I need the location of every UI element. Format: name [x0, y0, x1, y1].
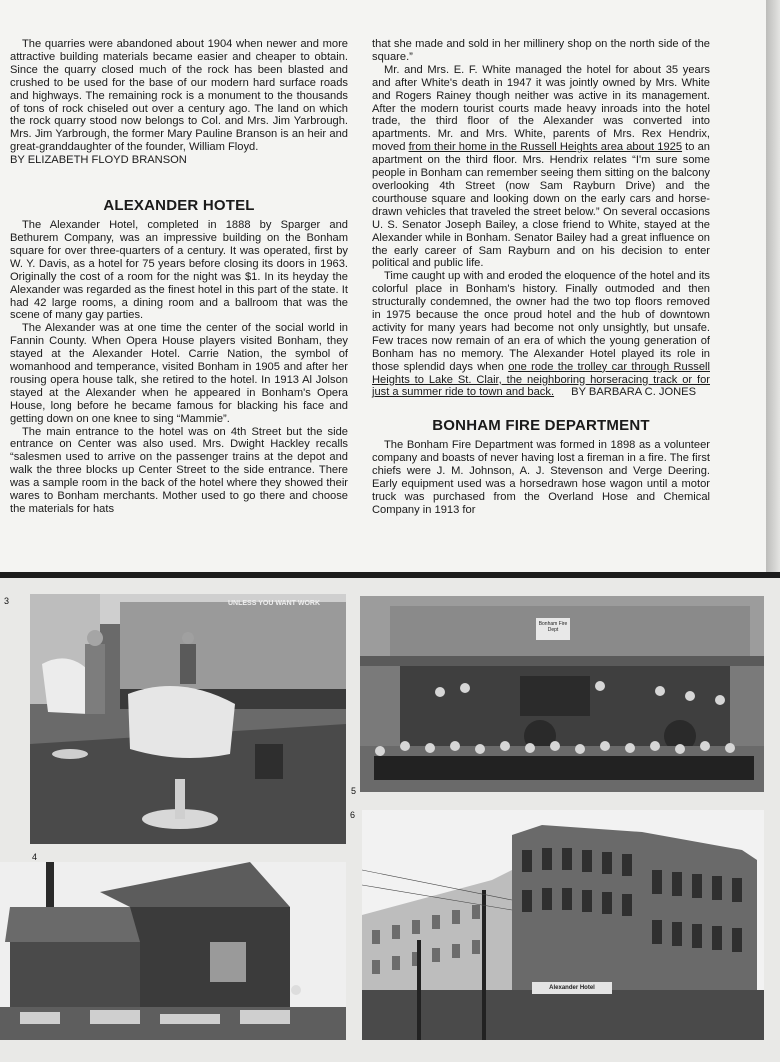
quarry-byline: BY ELIZABETH FLOYD BRANSON [10, 154, 187, 167]
fire-department-heading: BONHAM FIRE DEPARTMENT [432, 417, 650, 435]
quarry-paragraph: The quarries were abandoned about 1904 when newer and more attractive building materials became easier and cheaper to obtain. Since the quarry closed much of the rock has been blasted and crushed to be used for the base of our modern hard surface roads and highways. The remaining rock is a monument to the thousands of tons of rock chiseled out over a century ago. The land on which the rock quarry stood now belongs to Col. and Mrs. Jim Yarbrough. Mrs. Jim Yarbrough, the former Mary Pauline Branson is an heir and great-granddaughter of the founder, William Floyd. [10, 38, 348, 154]
barbershop-image [30, 594, 346, 844]
barbershop-photo [30, 594, 346, 844]
hotel-paragraph-3: The main entrance to the hotel was on 4th Street but the side entrance on Center was also used. Mrs. Dwight Hackley recalls “salesmen used to arrive on the passenger trains at the depot and walk the three blocks up Center Street to the side entrance. There was a sample room in the back of the hotel where they showed their wares to Bonham merchants. Mother used to go there and choose the materials for hats [10, 425, 348, 515]
barbershop-sign: UNLESS YOU WANT WORK [228, 600, 321, 607]
hotel-p4-text-a: Mr. and Mrs. E. F. White managed the hotel for about 35 years and after White's death in 1947 it was jointly owned by Mrs. White and Rogers Rainey though neither was active in its management. After the modern tourist courts made heavy inroads into the hotel trade, the third floor of the Alexander was converted into apartments. Mr. and Mrs. White, parents of Mrs. Rex Hendrix, moved [372, 63, 710, 154]
alexander-hotel-heading: ALEXANDER HOTEL [103, 197, 255, 215]
alexander-hotel-image [362, 810, 764, 1040]
photo-5-number: 5 [351, 786, 357, 796]
photo-3-number: 3 [4, 596, 10, 606]
barn-photo [0, 862, 346, 1040]
alexander-hotel-photo [362, 810, 764, 1040]
hotel-paragraph-3-continued: that she made and sold in her millinery shop on the north side of the square.” [372, 38, 710, 63]
hotel-paragraph-4 [372, 64, 710, 271]
alexander-hotel-sign: Alexander Hotel [549, 985, 595, 991]
fire-department-photo [360, 596, 764, 792]
barn-image [0, 862, 346, 1040]
fire-paragraph-1: The Bonham Fire Department was formed in 1898 as a volunteer company and boasts of never having lost a fireman in a fire. The first chiefs were J. M. Johnson, A. J. Stevenson and Verge Deering. Early equipment used was a horsedrawn hose wagon until a motor truck was purchased from the Overland Hose and Chemical Company in 1913 for [372, 439, 710, 516]
photo-4-number: 4 [32, 852, 38, 862]
hotel-p4-text-b: to an apartment on the third floor. Mrs. Hendrix relates “I'm sure some people in Bonham can remember seeing them sitting on the balcony overlooking 4th Street (now Sam Rayburn Drive) and the courthouse square and looking down on the early cars and horse-drawn vehicles that traveled the street below.” On several occasions U. S. Senator Joseph Bailey, a close friend to White, stayed at the Alexander while in Bonham. Senator Bailey had a great influence on the early career of Sam Rayburn and on his decision to enter political and public life. [372, 141, 710, 270]
hotel-paragraph-5 [372, 270, 710, 399]
fire-department-sign: Bonham Fire Dept [538, 621, 568, 633]
hotel-p5-text-a: Time caught up with and eroded the eloquence of the hotel and its colorful place in Bonham's history. Finally outmoded and then structurally condemned, the owner had the two top floors removed in 1975 because the once proud hotel and the hub of downtown activity for many years had become not only unsightly, but unsafe. Few traces now remain of an era of which the young generation of Bonham has no memory. The Alexander Hotel played its role in those splendid days when [372, 270, 710, 373]
hotel-p4-underlined: from their home in the Russell Heights area about 1925 [408, 141, 683, 154]
hotel-p5-underlined: one rode the trolley car through Russell Heights to Lake St. Clair, the neighboring horseracing track or for just a summer ride to town and back. [372, 360, 710, 399]
left-column [10, 38, 348, 516]
photo-6-number: 6 [350, 810, 356, 820]
hotel-byline: BY BARBARA C. JONES [571, 386, 697, 399]
hotel-paragraph-2: The Alexander was at one time the center of the social world in Fannin County. When Opera House players visited Bonham, they stayed at the Alexander Hotel. Carrie Nation, the symbol of womanhood and temperance, visited Bonham in 1905 and after her rousing opera house talk, she retired to the hotel. In 1913 Al Jolson stayed at the Alexander when he appeared in Bonham's Opera House, long before he became famous for blacking his face and getting down on one knee to sing “Mammie”. [10, 322, 348, 425]
hotel-paragraph-1: The Alexander Hotel, completed in 1888 by Sparger and Bethurem Company, was an impressive building on the Bonham square for over three-quarters of a century. It was operated, first by W. Y. Davis, as a hotel for 75 years before closing its doors in 1963. Originally the cost of a room for the night was $1. In its heyday the Alexander was regarded as the finest hotel in this part of the state. It had 42 large rooms, a dining room and a ballroom that was the scene of many gay parties. [10, 219, 348, 322]
right-column [372, 38, 710, 517]
